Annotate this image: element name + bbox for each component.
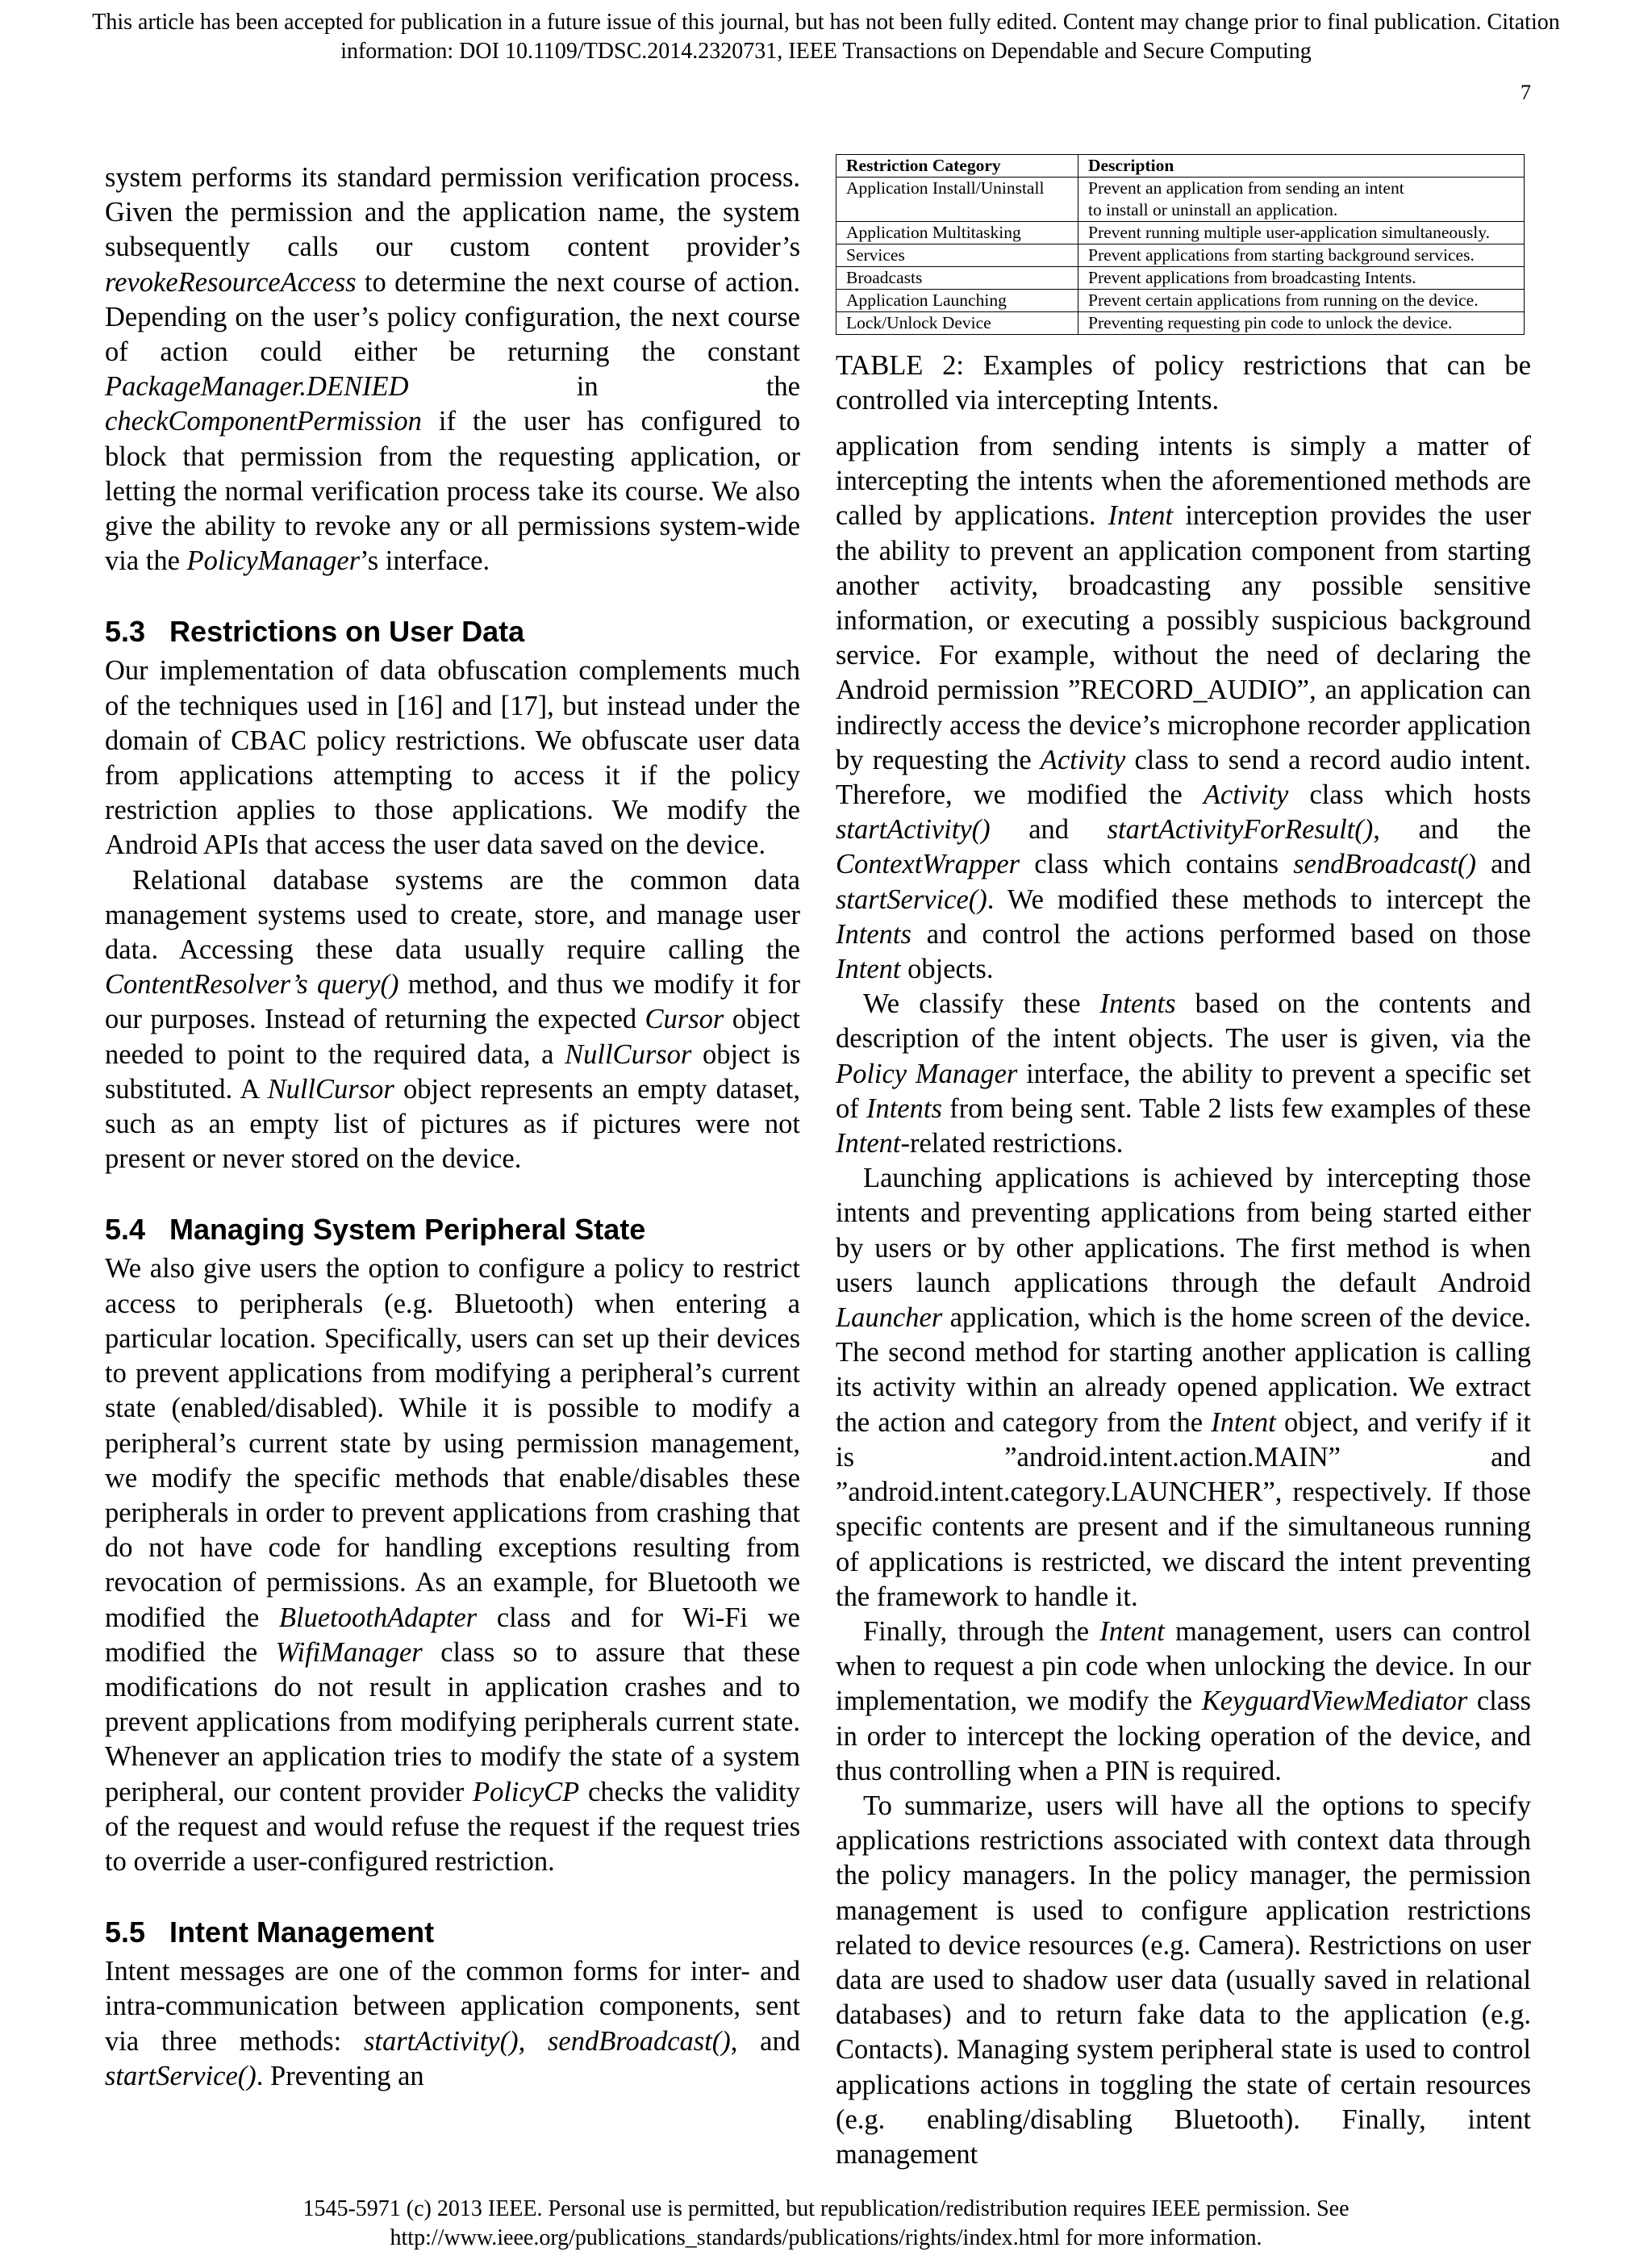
paragraph: Relational database systems are the common data management systems used to create, store, and manage user data. Accessing these data usually require calling the ContentResolver’s query() method, and thus we modify it for our purposes. Instead of returning the expected Cursor object needed to point to the required data, a NullCursor object is substituted. A NullCursor object represents an empty dataset, such as an empty list of pictures as if pictures were not present or never stored on the device. (105, 864, 801, 1175)
paragraph: To summarize, users will have all the options to specify applications restrictions associated with context data through the policy managers. In the policy manager, the permission management is used to configure application restrictions related to device resources (e.g. Camera). Restrictions on user data are used to shadow user data (usually saved in relational databases) and to return fake data to the application (e.g. Contacts). Managing system peripheral state is used to control applications actions in toggling the state of certain resources (e.g. enabling/disabling Bluetooth). Finally, intent management (836, 1790, 1531, 2170)
table-row (836, 290, 1525, 312)
table-cell: Application Multitasking (836, 222, 1078, 244)
table-cell: Prevent an application from sending an intent to install or uninstall an application. (1078, 178, 1525, 222)
table-cell: Lock/Unlock Device (836, 312, 1078, 335)
page-number: 7 (1521, 81, 1531, 104)
table-header-cell: Restriction Category (836, 155, 1078, 178)
section-number: 5.3 (105, 615, 146, 649)
paragraph: Intent messages are one of the common forms for inter- and intra-communication between application components, sent via three methods: startActivity(), sendBroadcast(), and startService(). Preventing an (105, 1956, 800, 2091)
banner-line-2: information: DOI 10.1109/TDSC.2014.2320731, IEEE Transactions on Dependable and Secure Computing (340, 39, 1312, 64)
table-cell: Application Launching (836, 290, 1078, 312)
section-title: Intent Management (169, 1916, 435, 1949)
table-row (836, 312, 1525, 335)
table-cell: Broadcasts (836, 267, 1078, 290)
table-cell: Prevent certain applications from running on the device. (1078, 290, 1525, 312)
banner-line-1: This article has been accepted for publication in a future issue of this journal, but has not been fully edited. Content may change prior to final publication. Citation (92, 10, 1560, 35)
table-cell: Prevent applications from starting background services. (1078, 244, 1525, 267)
section-title: Restrictions on User Data (169, 615, 525, 649)
table-cell: Services (836, 244, 1078, 267)
section-heading-5-5 (105, 1915, 800, 1949)
right-column (836, 429, 1531, 2172)
paragraph: Our implementation of data obfuscation complements much of the techniques used in [16] and [17], but instead under the domain of CBAC policy restrictions. We obfuscate user data from applications attempting to access it if the policy restriction applies to those applications. We modify the Android APIs that access the user data saved on the device. (105, 655, 800, 861)
paragraph: application from sending intents is simply a matter of intercepting the intents when the aforementioned methods are called by applications. Intent interception provides the user the ability to prevent an application component from starting another activity, broadcasting any possible sensitive information, or executing a possibly suspicious background service. For example, without the need of declaring the Android permission ”RECORD_AUDIO”, an application can indirectly access the device’s microphone recorder application by requesting the Activity class to send a record audio intent. Therefore, we modified the Activity class which hosts startActivity() and startActivityForResult(), and the ContextWrapper class which contains sendBroadcast() and startService(). We modified these methods to intercept the Intents and control the actions performed based on those Intent objects. (836, 431, 1531, 985)
table-cell: Prevent running multiple user-application simultaneously. (1078, 222, 1525, 244)
section-heading-5-4 (105, 1212, 800, 1247)
table-row (836, 267, 1525, 290)
section-title: Managing System Peripheral State (169, 1213, 646, 1247)
table-row (836, 178, 1525, 222)
paragraph: We also give users the option to configure a policy to restrict access to peripherals (e.g. Bluetooth) when entering a particular location. Specifically, users can set up their devices to prevent applications from modifying a peripheral’s current state (enabled/disabled). While it is possible to modify a peripheral’s current state by using permission management, we modify the specific methods that enable/disables these peripherals in order to prevent applications from crashing that do not have code for handling exceptions resulting from revocation of permissions. As an example, for Bluetooth we modified the BluetoothAdapter class and for Wi-Fi we modified the WifiManager class so to assure that these modifications do not result in application crashes and to prevent applications from modifying peripherals current state. Whenever an application tries to modify the state of a system peripheral, our content provider PolicyCP checks the validity of the request and would refuse the request if the request tries to override a user-configured restriction. (105, 1253, 801, 1877)
journal-banner (0, 8, 1652, 66)
left-column (105, 161, 800, 2094)
copyright-footer (0, 2195, 1652, 2253)
restrictions-table (836, 154, 1525, 335)
table-header-row (836, 155, 1525, 178)
paragraph: Launching applications is achieved by intercepting those intents and preventing applications from being started either by users or by other applications. The first method is when users launch applications through the default Android Launcher application, which is the home screen of the device. The second method for starting another application is calling its activity within an already opened application. We extract the action and category from the Intent object, and verify if it is ”android.intent.action.MAIN” and ”android.intent.category.LAUNCHER”, respectively. If those specific contents are present and if the simultaneous running of applications is restricted, we discard the intent preventing the framework to handle it. (836, 1163, 1531, 1612)
paragraph: Finally, through the Intent management, users can control when to request a pin code when unlocking the device. In our implementation, we modify the KeyguardViewMediator class in order to intercept the locking operation of the device, and thus controlling when a PIN is required. (836, 1615, 1531, 1786)
table-row (836, 222, 1525, 244)
paragraph: We classify these Intents based on the contents and description of the intent objects. The user is given, via the Policy Manager interface, the ability to prevent a specific set of Intents from being sent. Table 2 lists few examples of these Intent-related restrictions. (836, 988, 1531, 1159)
footer-line-2: http://www.ieee.org/publications_standards/publications/rights/index.html for more information. (390, 2225, 1262, 2250)
table-row (836, 244, 1525, 267)
section-number: 5.5 (105, 1916, 146, 1949)
table-caption: TABLE 2: Examples of policy restrictions that can be controlled via intercepting Intents. (836, 350, 1531, 416)
footer-line-1: 1545-5971 (c) 2013 IEEE. Personal use is permitted, but republication/redistribution requires IEEE permission. See (302, 2196, 1350, 2221)
table-cell: Preventing requesting pin code to unlock the device. (1078, 312, 1525, 335)
section-heading-5-3 (105, 614, 800, 649)
table-cell: Prevent applications from broadcasting Intents. (1078, 267, 1525, 290)
table-cell: Application Install/Uninstall (836, 178, 1078, 222)
paragraph: system performs its standard permission verification process. Given the permission and the application name, the system subsequently calls our custom content provider’s revokeResourceAccess to determine the next course of action. Depending on the user’s policy configuration, the next course of action could either be returning the constant PackageManager.DENIED in the checkComponentPermission if the user has configured to block that permission from the requesting application, or letting the normal verification process take its course. We also give the ability to revoke any or all permissions system-wide via the PolicyManager’s interface. (105, 162, 800, 577)
section-number: 5.4 (105, 1213, 146, 1247)
table-header-cell: Description (1078, 155, 1525, 178)
